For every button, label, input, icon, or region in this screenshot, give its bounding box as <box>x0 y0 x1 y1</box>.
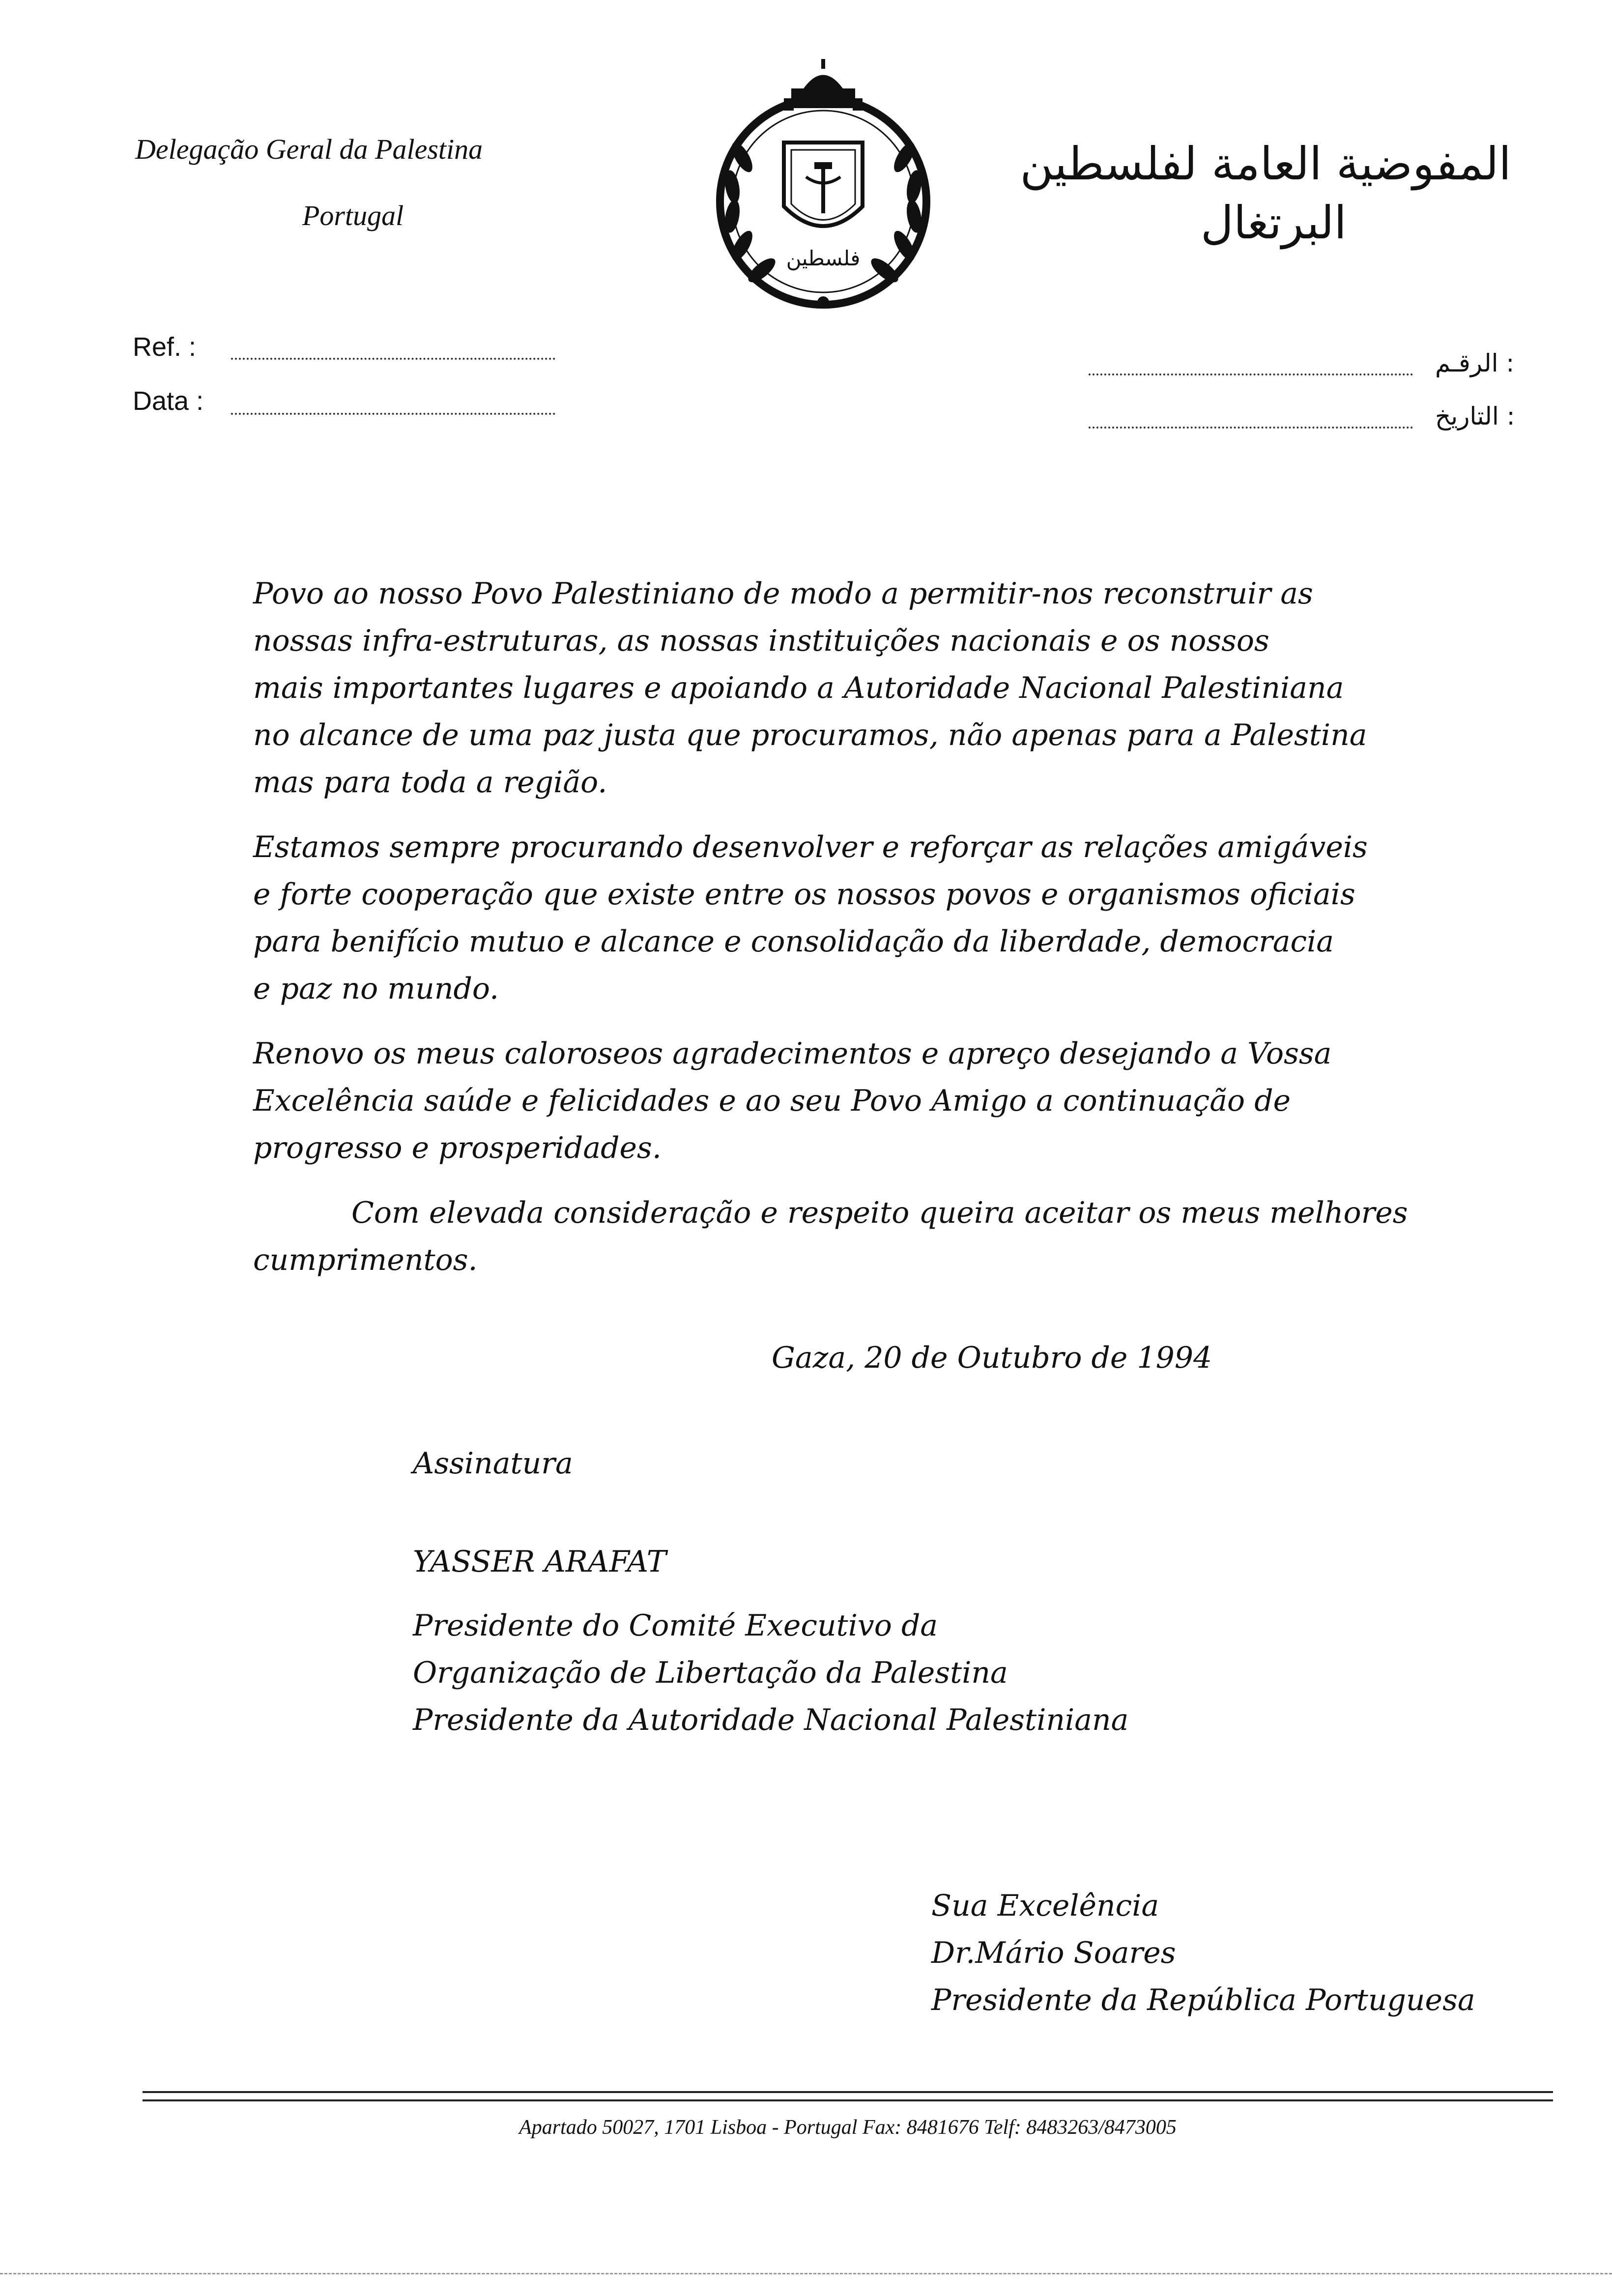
ref-label-ar: : الرقـم <box>1435 349 1515 377</box>
signature-label: Assinatura <box>413 1446 573 1481</box>
palestine-emblem-icon <box>700 59 946 315</box>
recipient-line: Presidente da República Portuguesa <box>931 1983 1475 2017</box>
ref-ar-dotted-line <box>1089 373 1413 375</box>
signer-title-line: Presidente do Comité Executivo da <box>413 1608 938 1643</box>
paragraph-3-line: Renovo os meus caloroseos agradecimentos e apreço desejando a Vossa <box>253 1036 1332 1071</box>
paragraph-3 <box>253 1030 1482 1172</box>
paragraph-1-line: mas para toda a região. <box>253 765 607 800</box>
paragraph-3-line: Excelência saúde e felicidades e ao seu Povo Amigo a continuação de <box>253 1084 1291 1118</box>
letter-body <box>253 570 1482 1301</box>
paragraph-2-line: e paz no mundo. <box>253 972 499 1006</box>
paragraph-4 <box>253 1189 1482 1284</box>
scan-edge-line <box>0 2273 1612 2274</box>
date-dotted-line <box>231 413 555 415</box>
signer-titles <box>413 1602 1128 1744</box>
date-label-ar: : التاريخ <box>1435 402 1515 430</box>
paragraph-2-line: e forte cooperação que existe entre os nossos povos e organismos oficiais <box>253 877 1355 912</box>
paragraph-1-line: mais importantes lugares e apoiando a Autoridade Nacional Palestiniana <box>253 671 1344 705</box>
paragraph-1-line: Povo ao nosso Povo Palestiniano de modo a permitir-nos reconstruir as <box>253 576 1313 611</box>
paragraph-4-line: Com elevada consideração e respeito queira aceitar os meus melhores <box>351 1196 1408 1230</box>
header-arabic-line1: المفوضية العامة لفلسطين <box>1020 138 1511 190</box>
paragraph-1-line: nossas infra-estruturas, as nossas instituições nacionais e os nossos <box>253 624 1269 658</box>
paragraph-4-line: cumprimentos. <box>253 1243 478 1277</box>
paragraph-2-line: Estamos sempre procurando desenvolver e reforçar as relações amigáveis <box>253 830 1368 864</box>
emblem-label: فلسطين <box>786 246 861 270</box>
signer-name: YASSER ARAFAT <box>413 1545 666 1579</box>
paragraph-2 <box>253 824 1482 1012</box>
place-date: Gaza, 20 de Outubro de 1994 <box>772 1341 1212 1375</box>
footer-rule-bottom <box>143 2099 1553 2101</box>
paragraph-2-line: para benifício mutuo e alcance e consolidação da liberdade, democracia <box>253 924 1334 959</box>
paragraph-1-line: no alcance de uma paz justa que procuramos, não apenas para a Palestina <box>253 718 1367 752</box>
header-latin-line2: Portugal <box>302 200 404 231</box>
header-arabic-line2: البرتغال <box>1201 197 1347 249</box>
date-ar-dotted-line <box>1089 427 1413 429</box>
recipient-block <box>931 1882 1475 2024</box>
paragraph-3-line: progresso e prosperidades. <box>253 1131 662 1165</box>
header-latin-line1: Delegação Geral da Palestina <box>135 133 483 165</box>
footer-rule-top <box>143 2091 1553 2093</box>
paragraph-1 <box>253 570 1482 806</box>
signer-title-line: Presidente da Autoridade Nacional Palestiniana <box>413 1703 1129 1737</box>
signer-title-line: Organização de Libertação da Palestina <box>413 1656 1008 1690</box>
ref-label: Ref. : <box>133 332 197 362</box>
footer-address: Apartado 50027, 1701 Lisboa - Portugal Fax: 8481676 Telf: 8483263/8473005 <box>519 2116 1177 2139</box>
recipient-line: Dr.Mário Soares <box>931 1936 1176 1970</box>
date-label: Data : <box>133 386 204 416</box>
recipient-line: Sua Excelência <box>931 1889 1159 1923</box>
ref-dotted-line <box>231 358 555 360</box>
